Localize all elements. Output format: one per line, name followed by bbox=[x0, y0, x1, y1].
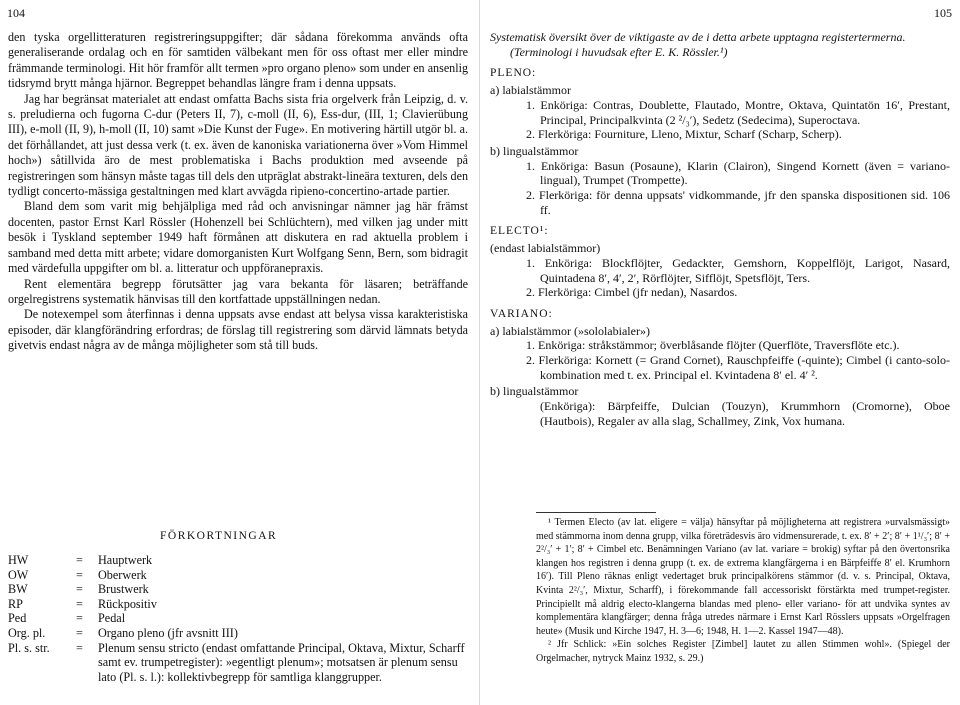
abbreviation-key: BW bbox=[8, 582, 28, 597]
register-item: 1. Enköriga: Basun (Posaune), Klarin (Clairon), Singend Kornett (även = variano-lingual), Trumpet (Trompette). bbox=[526, 158, 950, 188]
footnote: ¹ Termen Electo (av lat. eligere = välja) hänsyftar på möjligheterna att registrera »urvalsmässigt» med stämmorna inom denna grupp, vilka företrädesvis äro vidmensurerade, t. ex. 8′ + 2′; 8′ + 1¹/₃′; 8′ + 2²/₃′ + 1′; 8′ + Cimbel etc. Benämningen Variano (av lat. variare = brokig) syftar på den övertonsrika klangen hos registren i denna grupp (t. ex. de extrema klangfärgerna i en Bärpfeiffe 8′ el. Krumhorn 16′). Till Pleno räknas enligt vedertaget bruk principalkörens stämmor (d. v. s. Principal, Oktava, Kvinta 2²/₃′, Mixtur, Scharff), i förekommande fall accessoriskt förstärkta med trumpet-register. Principiellt må aldrig electo-klangerna blandas med pleno- eller variano- för att undvika syntes av komplementära klangfärger; denna fråga utredes närmare i Ernst Karl Rösslers uppsats »Orgelfragen heute» (Musik und Kirche 1947, H. 3—6; 1948, H. 1—2. Kassel 1947—48). bbox=[536, 517, 950, 637]
subsection-head: b) lingualstämmor bbox=[490, 143, 579, 158]
abbreviation-value: Organo pleno (jfr avsnitt III) bbox=[98, 625, 238, 640]
abbreviation-row bbox=[8, 568, 470, 583]
subsection-head: a) labialstämmor bbox=[490, 83, 571, 98]
register-item: 1. Enköriga: stråkstämmor; överblåsande flöjter (Querflöte, Traversflöte etc.). bbox=[526, 338, 900, 353]
paragraph: Jag har begränsat materialet att endast omfatta Bachs sista fria orgelverk från Leipzig, d. v. s. preludierna och fugorna C-dur (Peters II, 7), c-moll (II, 6), Ess-dur, (III, 1; Clavierübung III), e-moll (II, 9), h-moll (II, 10) samt »Die Kunst der Fuge». En motivering härtill utgör bl. a. det förhållandet, att just dessa verk (t. ex. även de kanoniska variationerna över »Vom Himmel hoch») såtillvida äro de mest problematiska i Bachs produktion med avseende på registreringen som hänsyn måste tagas till dels den utpräglat abstrakt-lineära texturen, dels den tydligt concerto-mässiga gestaltningen med klart avvägda ripieno-concertino-artade partier. bbox=[8, 91, 468, 199]
abbreviation-row bbox=[8, 611, 470, 626]
abbreviation-key: OW bbox=[8, 567, 29, 582]
equals-sign: = bbox=[76, 582, 83, 597]
paragraph: den tyska orgellitteraturen registreringsuppgifter; där sådana förekomma används ofta generaliserande ordalag och en för samtiden välbekant men för oss oftast mer eller mindre främmande terminologi. Hit hör framför allt termen »pro organo pleno» som under en ansenlig tidsrymd brytt många hjärnor. Begreppet behandlas längre fram i denna uppsats. bbox=[8, 30, 468, 91]
register-item: 1. Enköriga: Blockflöjter, Gedackter, Gemshorn, Koppelflöjt, Larigot, Nasard, Quintadena 8′, 4′, 2′, Rörflöjter, Sifflöjt, Spetsflöjt, Ters. bbox=[526, 255, 950, 285]
register-item: 2. Flerköriga: Fourniture, Lleno, Mixtur, Scharf (Scharp, Scherp). bbox=[526, 127, 842, 142]
register-overview bbox=[490, 30, 950, 429]
abbreviation-key: HW bbox=[8, 553, 29, 567]
abbreviation-value: Rückpositiv bbox=[98, 596, 157, 611]
equals-sign: = bbox=[76, 611, 83, 626]
paragraph: Rent elementära begrepp förutsätter jag vara bekanta för läsaren; beträffande orgelregistrens systematik hänvisas till den kortfattade uppställningen nedan. bbox=[8, 276, 468, 306]
overview-caption bbox=[490, 30, 950, 59]
abbreviation-key: Org. pl. bbox=[8, 625, 46, 640]
subsection-head: b) lingualstämmor bbox=[490, 384, 579, 399]
section-head-electo: ELECTO¹: bbox=[490, 225, 549, 238]
section-head-variano: VARIANO: bbox=[490, 307, 553, 320]
caption-text: Systematisk översikt över de viktigaste av de i detta arbete upptagna registertermerna. (Terminologi i huvudsak efter E. K. Rössler.¹) bbox=[490, 30, 906, 59]
equals-sign: = bbox=[76, 625, 83, 640]
register-item: 2. Flerköriga: Cimbel (jfr nedan), Nasardos. bbox=[526, 285, 738, 300]
abbreviation-row bbox=[8, 641, 470, 685]
abbreviation-value: Pedal bbox=[98, 611, 126, 626]
abbreviations-title: FÖRKORTNINGAR bbox=[160, 530, 278, 542]
abbreviation-row bbox=[8, 582, 470, 597]
equals-sign: = bbox=[76, 553, 83, 567]
abbreviation-value: Oberwerk bbox=[98, 567, 147, 582]
abbreviation-row bbox=[8, 597, 470, 612]
abbreviation-key: Pl. s. str. bbox=[8, 640, 50, 655]
abbreviation-value: Brustwerk bbox=[98, 582, 149, 597]
equals-sign: = bbox=[76, 640, 83, 655]
footnote-rule bbox=[536, 512, 656, 513]
register-item: 2. Flerköriga: Kornett (= Grand Cornet), Rauschpfeiffe (-quinte); Cimbel (i canto-solo-kombination med t. ex. Principal el. Kvintadena 8′ el. 4′ ². bbox=[526, 353, 950, 382]
left-body-text bbox=[8, 30, 468, 354]
right-page bbox=[480, 0, 960, 705]
section-head-pleno: PLENO: bbox=[490, 67, 537, 80]
abbreviation-key: Ped bbox=[8, 611, 27, 626]
paragraph: De notexempel som återfinnas i denna uppsats avse endast att belysa vissa karakteristiska episoder, där klangförändring erfordras; de förslag till registrering som därvid lämnats betyda givetvis endast några av de många möjligheter som stå till buds. bbox=[8, 307, 468, 353]
page-number-left: 104 bbox=[7, 6, 25, 20]
register-item: 2. Flerköriga: för denna uppsats' vidkommande, jfr den spanska dispositionen sid. 106 ff. bbox=[526, 188, 950, 217]
abbreviation-row bbox=[8, 626, 470, 641]
abbreviations-list bbox=[8, 553, 470, 684]
abbreviation-row bbox=[8, 553, 470, 568]
footnote: ² Jfr Schlick: »Ein solches Register [Zimbel] lautet zu allen Stimmen wohl». (Spiegel der Orgelmacher, nytryck Mainz 1932, s. 29.) bbox=[536, 639, 950, 664]
section-note: (endast labialstämmor) bbox=[490, 241, 601, 256]
register-item: 1. Enköriga: Contras, Doublette, Flautado, Montre, Oktava, Quintatön 16′, Prestant, Principal, Principalkvinta (2 ²/₃′), Sedetz (Sedecima), Superoctava. bbox=[526, 97, 950, 127]
abbreviation-value: Hauptwerk bbox=[98, 553, 153, 567]
abbreviation-value: Plenum sensu stricto (endast omfattande Principal, Oktava, Mixtur, Scharff samt ev. trumpetregister): »egentligt plenum»; motsatsen är plenum sensu lato (Pl. s. l.): kollektivbegrepp för samtliga klanggrupper. bbox=[98, 640, 465, 684]
footnotes bbox=[536, 516, 950, 666]
equals-sign: = bbox=[76, 596, 83, 611]
register-item: (Enköriga): Bärpfeiffe, Dulcian (Touzyn), Krummhorn (Cromorne), Oboe (Hautbois), Regaler av alla slag, Schallmey, Zink, Vox humana. bbox=[540, 399, 950, 428]
paragraph: Bland dem som varit mig behjälpliga med råd och anvisningar nämner jag här främst docenten, pastor Ernst Karl Rössler (Hohenzell bei Schlüchtern), med vilken jag under mitt besök i Tyskland september 1949 haft förmånen att diskutera en rad aktuella problem i samband med detta mitt arbete; vidare domorganisten Kurt Wolfgang Senn, Bern, som bidragit med värdefulla uppgifter om bl. a. litteratur och uppföranepraxis. bbox=[8, 199, 468, 276]
abbreviation-key: RP bbox=[8, 596, 23, 611]
subsection-head: a) labialstämmor (»sololabialer») bbox=[490, 323, 650, 338]
page-number-right: 105 bbox=[934, 6, 952, 20]
equals-sign: = bbox=[76, 567, 83, 582]
